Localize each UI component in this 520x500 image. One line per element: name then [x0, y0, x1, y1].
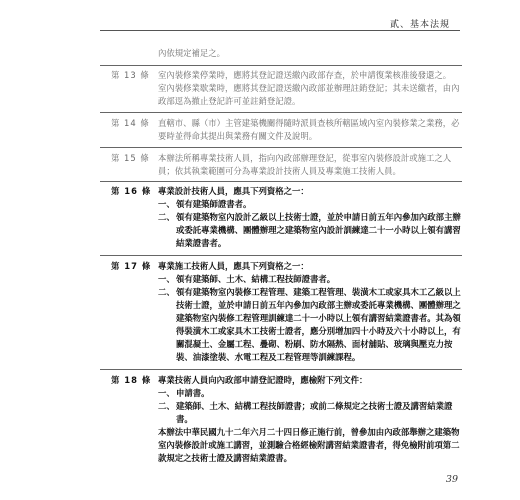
- section-title: 貳、基本法規: [389, 20, 450, 30]
- item-marker: 一、: [158, 388, 175, 398]
- item-text: 領有建築物室內裝修工程管理、建築工程管理、裝潢木工或家具木工乙級以上技術士證，並於申請日前五年內參加內政部主辦或委託專業機構、團體辦理之建築物室內裝修工程管理訓練達二十一小時以上領有講習結業證書者。其為領得裝潢木工或家具木工技術士證者，應分別增加四十小時及六十小時以上，有關混凝土、金屬工程、疊砌、粉刷、防水隔熱、面材舖貼、玻璃與壓克力按裝、油漆塗裝、水電工程及工程管理等訓練課程。: [176, 287, 461, 362]
- item-marker: 一、: [158, 274, 175, 284]
- article-number: 第 15 條: [111, 153, 150, 163]
- item-text: 領有建築師、土木、結構工程技師證書者。: [176, 274, 336, 284]
- article-paragraph: 室內裝修業停業時，應將其登記證送繳內政部存查，於申請復業核准後發還之。: [158, 70, 452, 80]
- article-paragraph: 本辦法所稱專業技術人員，指向內政部辦理登記，從事室內裝修設計或施工之人員；依其執業範圍可分為專業設計技術人員及專業施工技術人員。: [158, 153, 452, 176]
- item-text: 申請書。: [176, 388, 210, 398]
- header-rule: [100, 30, 460, 31]
- article-paragraph: 專業設計技術人員，應具下列資格之一：: [158, 186, 309, 196]
- item-marker: 一、: [158, 199, 175, 209]
- page-number: 39: [445, 474, 458, 485]
- article-18: [100, 369, 462, 469]
- regulation-text: [100, 47, 462, 469]
- article-number: 第 18 條: [111, 375, 152, 385]
- item-text: 建築師、土木、結構工程技師證書；或前二條規定之技術士證及講習結業證書。: [176, 401, 453, 424]
- list-item: [158, 400, 462, 426]
- list-item: [158, 286, 462, 364]
- article-paragraph: 專業技術人員向內政部申請登記證時，應檢附下列文件：: [158, 375, 368, 385]
- item-marker: 二、: [158, 401, 175, 411]
- article-paragraph: 本辦法中華民國九十二年六月二十四日修正施行前，曾參加由內政部舉辦之建築物室內裝修設計或施工講習，並測驗合格經檢附講習結業證書者，得免檢附前項第二款規定之技術士證及講習結業證書。: [158, 427, 460, 463]
- article-16: [100, 181, 462, 255]
- item-text: 領有建築師證書者。: [176, 199, 252, 209]
- list-item: [158, 273, 462, 286]
- list-item: [158, 211, 462, 250]
- article-number: 第 17 條: [111, 261, 152, 271]
- article-14: [100, 112, 462, 147]
- article-number: 第 16 條: [111, 186, 152, 196]
- article-paragraph: 內依規定補足之。: [158, 48, 225, 58]
- running-header: [0, 0, 520, 30]
- item-text: 領有建築物室內設計乙級以上技術士證，並於申請日前五年內參加內政部主辦或委託專業機構、團體辦理之建築物室內設計訓練達二十一小時以上領有講習結業證書者。: [176, 212, 461, 248]
- article-15: [100, 147, 462, 181]
- item-marker: 二、: [158, 212, 175, 222]
- article-13: [100, 65, 462, 112]
- article-17: [100, 255, 462, 369]
- item-marker: 二、: [158, 287, 175, 297]
- article-paragraph: 專業施工技術人員，應具下列資格之一：: [158, 261, 309, 271]
- list-item: [158, 198, 462, 211]
- article-number: 第 13 條: [111, 70, 150, 80]
- article-number: 第 14 條: [111, 118, 150, 128]
- article-paragraph: 直轄市、縣（市）主管建築機關得隨時派員查核所轄區域內室內裝修業之業務，必要時並得命其提出與業務有關文件及說明。: [158, 118, 460, 141]
- list-item: [158, 387, 462, 400]
- article-continuation: [100, 47, 462, 65]
- article-paragraph: 室內裝修業歇業時，應將其登記證送繳內政部並辦理註銷登記；其未送繳者，由內政部逕為撤止登記許可並註銷登記證。: [158, 83, 460, 106]
